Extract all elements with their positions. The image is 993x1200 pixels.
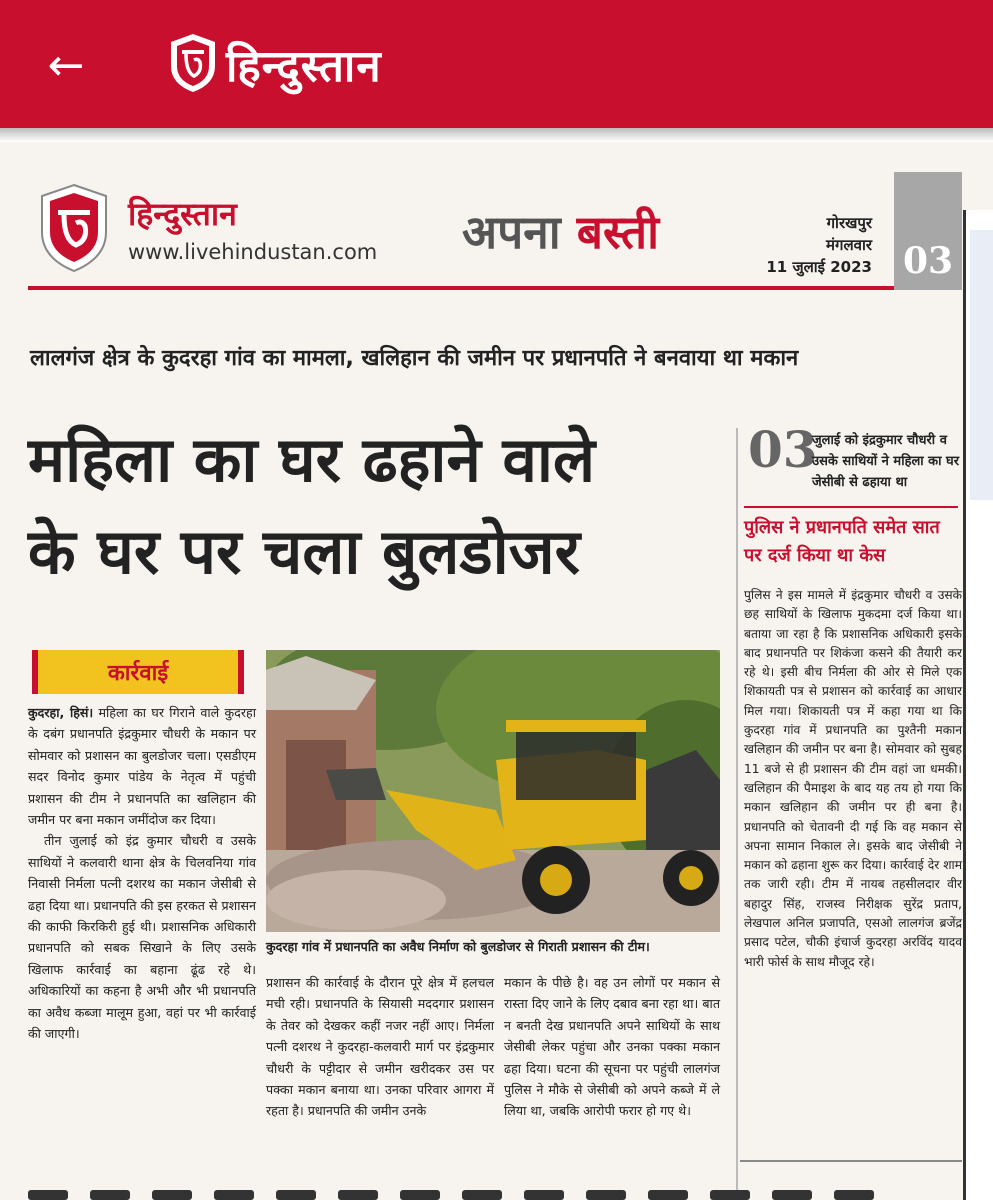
paragraph (28, 702, 256, 830)
article-column-2: प्रशासन की कार्रवाई के दौरान पूरे क्षेत्र में हलचल मची रही। प्रधानपति के सियासी मददगार प्रशासन के तेवर को देखकर कहीं नजर नहीं आए। निर्मला पत्नी दशरथ ने कुदरहा-कलवारी मार्ग पर इंद्रकुमार चौधरी के पट्टीदार से जमीन खरीदकर उस पर पक्का मकान बनाया था। उनका परिवार आगरा में रहता है। प्रधानपति की जमीन उनके (266, 975, 494, 1119)
adjacent-page-edge (963, 210, 993, 1200)
edition-weekday: मंगलवार (826, 236, 872, 254)
category-tag: कार्रवाई (32, 650, 244, 694)
section-city: बस्ती (576, 205, 660, 259)
edition-info (752, 212, 872, 278)
app-title: हिन्दुस्तान (226, 41, 382, 92)
arrow-left-icon: ← (47, 40, 85, 91)
masthead-rule (28, 286, 894, 290)
sidebar-rule (744, 506, 958, 508)
paragraph: तीन जुलाई को इंद्र कुमार चौधरी व उसके साथियों ने कलवारी थाना क्षेत्र के चिलवनिया गांव निवासी निर्मला पत्नी दशरथ का मकान जेसीबी से ढहा दिया था। प्रधानपति की इस हरकत से प्रशासन की काफी किरकिरी हुई थी। प्रशासनिक अधिकारी प्रधानपति को सबक सिखाने के लिए उसके खिलाफ कार्रवाई का बहाना ढूंढ रहे थे। अधिकारियों का कहना है अभी और भी प्रधानपति का अवैध कब्जा मालूम हुआ, वहां पर भी कार्रवाई की जाएगी। (28, 833, 256, 1042)
edition-date: 11 जुलाई 2023 (766, 258, 872, 276)
article-kicker: लालगंज क्षेत्र के कुदरहा गांव का मामला, खलिहान की जमीन पर प्रधानपति ने बनवाया था मकान (30, 346, 799, 371)
section-prefix: अपना (462, 205, 561, 259)
newspaper-page (0, 142, 993, 1200)
sidebar-heading: पुलिस ने प्रधानपति समेत सात पर दर्ज किया था केस (744, 517, 940, 566)
masthead-brand: हिन्दुस्तान (128, 195, 237, 233)
masthead-url: www.livehindustan.com (128, 240, 378, 264)
edition-city: गोरखपुर (826, 214, 872, 232)
article-column-3: मकान के पीछे है। वह उन लोगों पर मकान से रास्ता दिए जाने के लिए दबाव बना रहा था। बात न बनती देख प्रधानपति अपने साथियों के साथ जेसीबी लेकर पहुंचा और उनका पक्का मकान ढहा दिया। घटना की सूचना पर पहुंची लालगंज पुलिस ने मौके से जेसीबी को अपने कब्जे में ले लिया था, जबकि आरोपी फरार हो गए थे। (504, 975, 720, 1119)
section-title (462, 200, 659, 262)
headline-line-1: महिला का घर ढहाने वाले (28, 423, 596, 496)
page-number: 03 (894, 172, 962, 290)
paragraph-text: महिला का घर गिराने वाले कुदरहा के दबंग प्रधानपति इंद्रकुमार चौधरी के मकान पर सोमवार को प्रशासन का बुलडोजर चला। एसडीएम सदर विनोद कुमार पांडेय के नेतृत्व में पहुंची प्रशासन की टीम ने प्रधानपति का खलिहान की जमीन पर बना मकान जमींदोज कर दिया। (28, 705, 256, 828)
fact-number: 03 (748, 420, 818, 479)
fact-text: जुलाई को इंद्रकुमार चौधरी व उसके साथियों ने महिला का घर जेसीबी से ढहाया था (812, 433, 960, 490)
dateline: कुदरहा, हिसं। (28, 705, 94, 720)
sidebar-bottom-rule (740, 1160, 962, 1162)
article-column-1 (28, 702, 256, 1045)
bulldozer-photo (266, 650, 720, 932)
article-headline (28, 414, 728, 598)
headline-line-2: के घर पर चला बुलडोजर (28, 515, 581, 588)
photo-caption: कुदरहा गांव में प्रधानपति का अवैध निर्माण को बुलडोजर से गिराती प्रशासन की टीम। (266, 939, 650, 954)
header-shadow (0, 128, 993, 142)
sidebar-divider (736, 428, 738, 1198)
hindustan-shield-logo (168, 32, 218, 94)
masthead-logo (38, 182, 110, 274)
app-header (0, 0, 993, 128)
back-button[interactable] (40, 40, 92, 92)
next-story-edge (28, 1182, 958, 1200)
sidebar-body: पुलिस ने इस मामले में इंद्रकुमार चौधरी व उसके छह साथियों के खिलाफ मुकदमा दर्ज किया था। बताया जा रहा है कि प्रशासनिक अधिकारी इसके बाद प्रधानपति पर शिकंजा कसने की तैयारी कर रहे थे। इसी बीच निर्मला की ओर से मिले एक शिकायती पत्र से प्रशासन को कार्रवाई का आधार मिल गया। शिकायती पत्र में कहा गया था कि कुदरहा गांव में प्रधानपति का पुश्तैनी मकान खलिहान की जमीन पर बना है। सोमवार को सुबह 11 बजे से ही प्रशासन की टीम वहां जा धमकी। खलिहान की पैमाइश के बाद यह तय हो गया कि मकान खलिहान की जमीन पर ही बना है। प्रधानपति को चेतावनी दी गई कि वह मकान से अपना सामान निकाल ले। इसके बाद जेसीबी ने मकान को ढहाना शुरू कर दिया। कार्रवाई देर शाम तक जारी रही। टीम में नायब तहसीलदार वीर बहादुर सिंह, राजस्व निरीक्षक सुरेंद्र प्रताप, लेखपाल अनिल प्रजापति, एसओ लालगंज ब्रजेंद्र प्रसाद पटेल, चौकी इंचार्ज कुदरहा अरविंद यादव भारी फोर्स के साथ मौजूद रहे। (744, 588, 962, 969)
